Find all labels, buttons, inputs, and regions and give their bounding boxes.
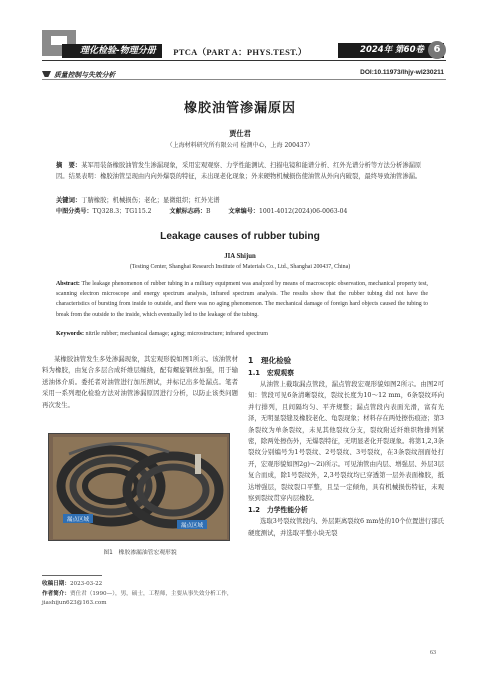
page-number: 63 — [430, 650, 436, 656]
intro-paragraph: 某橡胶油管发生多处渗漏现象，其宏观形貌如图1所示。该油管材料为橡胶，由复合多层合成纤维层缠绕，配有螺旋钢丝加强，用于输送油体介质。委托者对油管进行加压测试，并标记出多处漏点。笔者采用一系列理化检验方法对油管渗漏原因进行分析，以防止该类问题再次发生。 — [42, 355, 238, 409]
clc-field — [56, 208, 152, 215]
leak-label-right: 漏点区域 — [180, 523, 204, 529]
doc-code-field — [169, 208, 210, 215]
keywords-cn-label: 关键词： — [56, 197, 82, 204]
footnote — [42, 580, 238, 609]
affiliation-cn: （上海材料研究所有限公司 检测中心，上海 200437） — [166, 142, 314, 149]
keywords-en — [56, 331, 428, 337]
received-label: 收稿日期： — [42, 581, 70, 587]
affiliation-en: (Testing Center, Shanghai Research Institute of Materials Co., Ltd., Shanghai 200437, China) — [129, 264, 351, 270]
figure-1-caption: 图1 橡胶渗漏油管宏观形貌 — [103, 550, 177, 556]
journal-name: PTCA（PART A：PHYS.TEST.） — [173, 47, 307, 57]
journal-header — [0, 0, 480, 64]
abstract-cn — [56, 160, 428, 183]
subhead-rule — [42, 79, 446, 80]
received-date: 2023-03-22 — [69, 581, 103, 587]
doc-code-label: 文献标志码： — [169, 208, 207, 215]
year-issue: 2024年 第60卷 — [338, 43, 444, 58]
section-1-1-heading: 1.1 宏观观察 — [248, 369, 295, 377]
rubber-tubing-photo — [49, 434, 230, 541]
abstract-cn-label: 摘 要： — [56, 162, 82, 169]
issue-number: 6 — [428, 41, 446, 59]
keywords-en-label: Keywords: — [56, 331, 84, 337]
section-1-heading: 1 理化检验 — [248, 356, 292, 365]
section-1-2-heading: 1.2 力学性能分析 — [248, 506, 308, 515]
column-label — [42, 69, 115, 79]
header-rule — [42, 60, 446, 61]
clc-label: 中图分类号： — [56, 208, 93, 215]
right-column — [248, 354, 444, 539]
abstract-en-label: Abstract: — [56, 281, 80, 287]
leak-label-left: 漏点区域 — [66, 517, 90, 523]
author-en: JIA Shijun — [224, 253, 256, 260]
keywords-cn-text: 丁腈橡胶；机械损伤；老化；显微组织；红外光谱 — [81, 197, 220, 204]
author-bio-label: 作者简介： — [42, 590, 70, 597]
section-1-2-paragraph: 选取3号裂纹管段内、外层距离裂纹6 mm处的10个位置进行邵氏硬度测试，并选取平整小块无裂 — [248, 517, 444, 537]
doi: DOI:10.11973/lhjy-wl230211 — [360, 69, 444, 76]
footnote-received — [42, 580, 238, 590]
series-name: 理化检验-物理分册 — [62, 44, 162, 58]
footnote-rule — [42, 575, 102, 576]
column-label-text: 质量控制与失效分析 — [54, 71, 116, 79]
article-metadata — [56, 206, 436, 215]
title-cn: 橡胶油管渗漏原因 — [183, 101, 296, 116]
clc-value: TQ328.3；TG115.2 — [92, 208, 152, 215]
article-no-value: 1001-4012(2024)06-0063-04 — [258, 208, 348, 215]
figure-1-photo — [48, 433, 230, 541]
keywords-cn — [56, 195, 428, 204]
abstract-en-text: The leakage phenomenon of rubber tubing in a military equipment was analyzed by means of macroscopic observation, mechanical property test, scanning electron microscope and energy spectrum analysis, infrared spectrum analysis. The results show that the rubber tubing did not have the characteristics of bursting from inside to outside, and there was no aging phenomenon. The mechanical damage of foreign hard objects caused the tubing to break from the outside to the inside, which eventually led to the leakage of the tubing. — [56, 281, 428, 318]
column-mark-icon — [42, 71, 51, 77]
author-bio-text: 贾仕君（1990—），男，硕士，工程师，主要从事失效分析工作，jiashijun623@163.com — [42, 590, 233, 606]
keywords-en-text: nitrile rubber; mechanical damage; aging; microstructure; infrared spectrum — [85, 331, 268, 337]
section-1-1-paragraph: 从油管上截取漏点管段，漏点管段宏观形貌如图2所示。由图2可知：管段可见6条清晰裂纹，裂纹长度为10～12 mm，6条裂纹环向并行排列，且间隔均匀、平齐规整；漏点管段内表面光滑，富有光泽，无明显裂缝及橡胶老化、龟裂现象；材料存在两处擦伤痕迹；第3条裂纹为单条裂纹，未见其他裂纹分支，裂纹附近纤维织物排列紧密，除两处擦伤外，无爆裂特征，无明显老化开裂现象。将第1,2,3条裂纹分别编号为1号裂纹、2号裂纹、3号裂纹，在3条裂纹剖面处打开，宏观形貌如图2g)～2i)所示。可见油管由内层、增强层、外层3层复合而成，除1号裂纹外，2,3号裂纹均已穿透第一层外表面橡胶，抵达增强层，裂纹裂口平整，且呈一定倾角，具有机械损伤特征，未观察到裂纹贯穿内层橡胶。 — [248, 380, 444, 503]
article-no-label: 文章编号： — [228, 208, 259, 215]
abstract-en — [56, 279, 428, 320]
footnote-author — [42, 590, 238, 609]
title-en: Leakage causes of rubber tubing — [160, 231, 320, 242]
doc-code-value: B — [206, 208, 211, 215]
abstract-cn-text: 某军用装备橡胶油管发生渗漏现象，采用宏观观察、力学性能测试、扫描电镜和能谱分析、红外光谱分析等方法分析渗漏原因。结果表明：橡胶油管呈现由内向外爆裂的特征，未出现老化现象；外来硬物机械损伤使油管从外向内破裂，最终导致油管渗漏。 — [56, 162, 422, 181]
author-cn: 贾仕君 — [229, 129, 251, 138]
article-no-field — [228, 208, 347, 215]
